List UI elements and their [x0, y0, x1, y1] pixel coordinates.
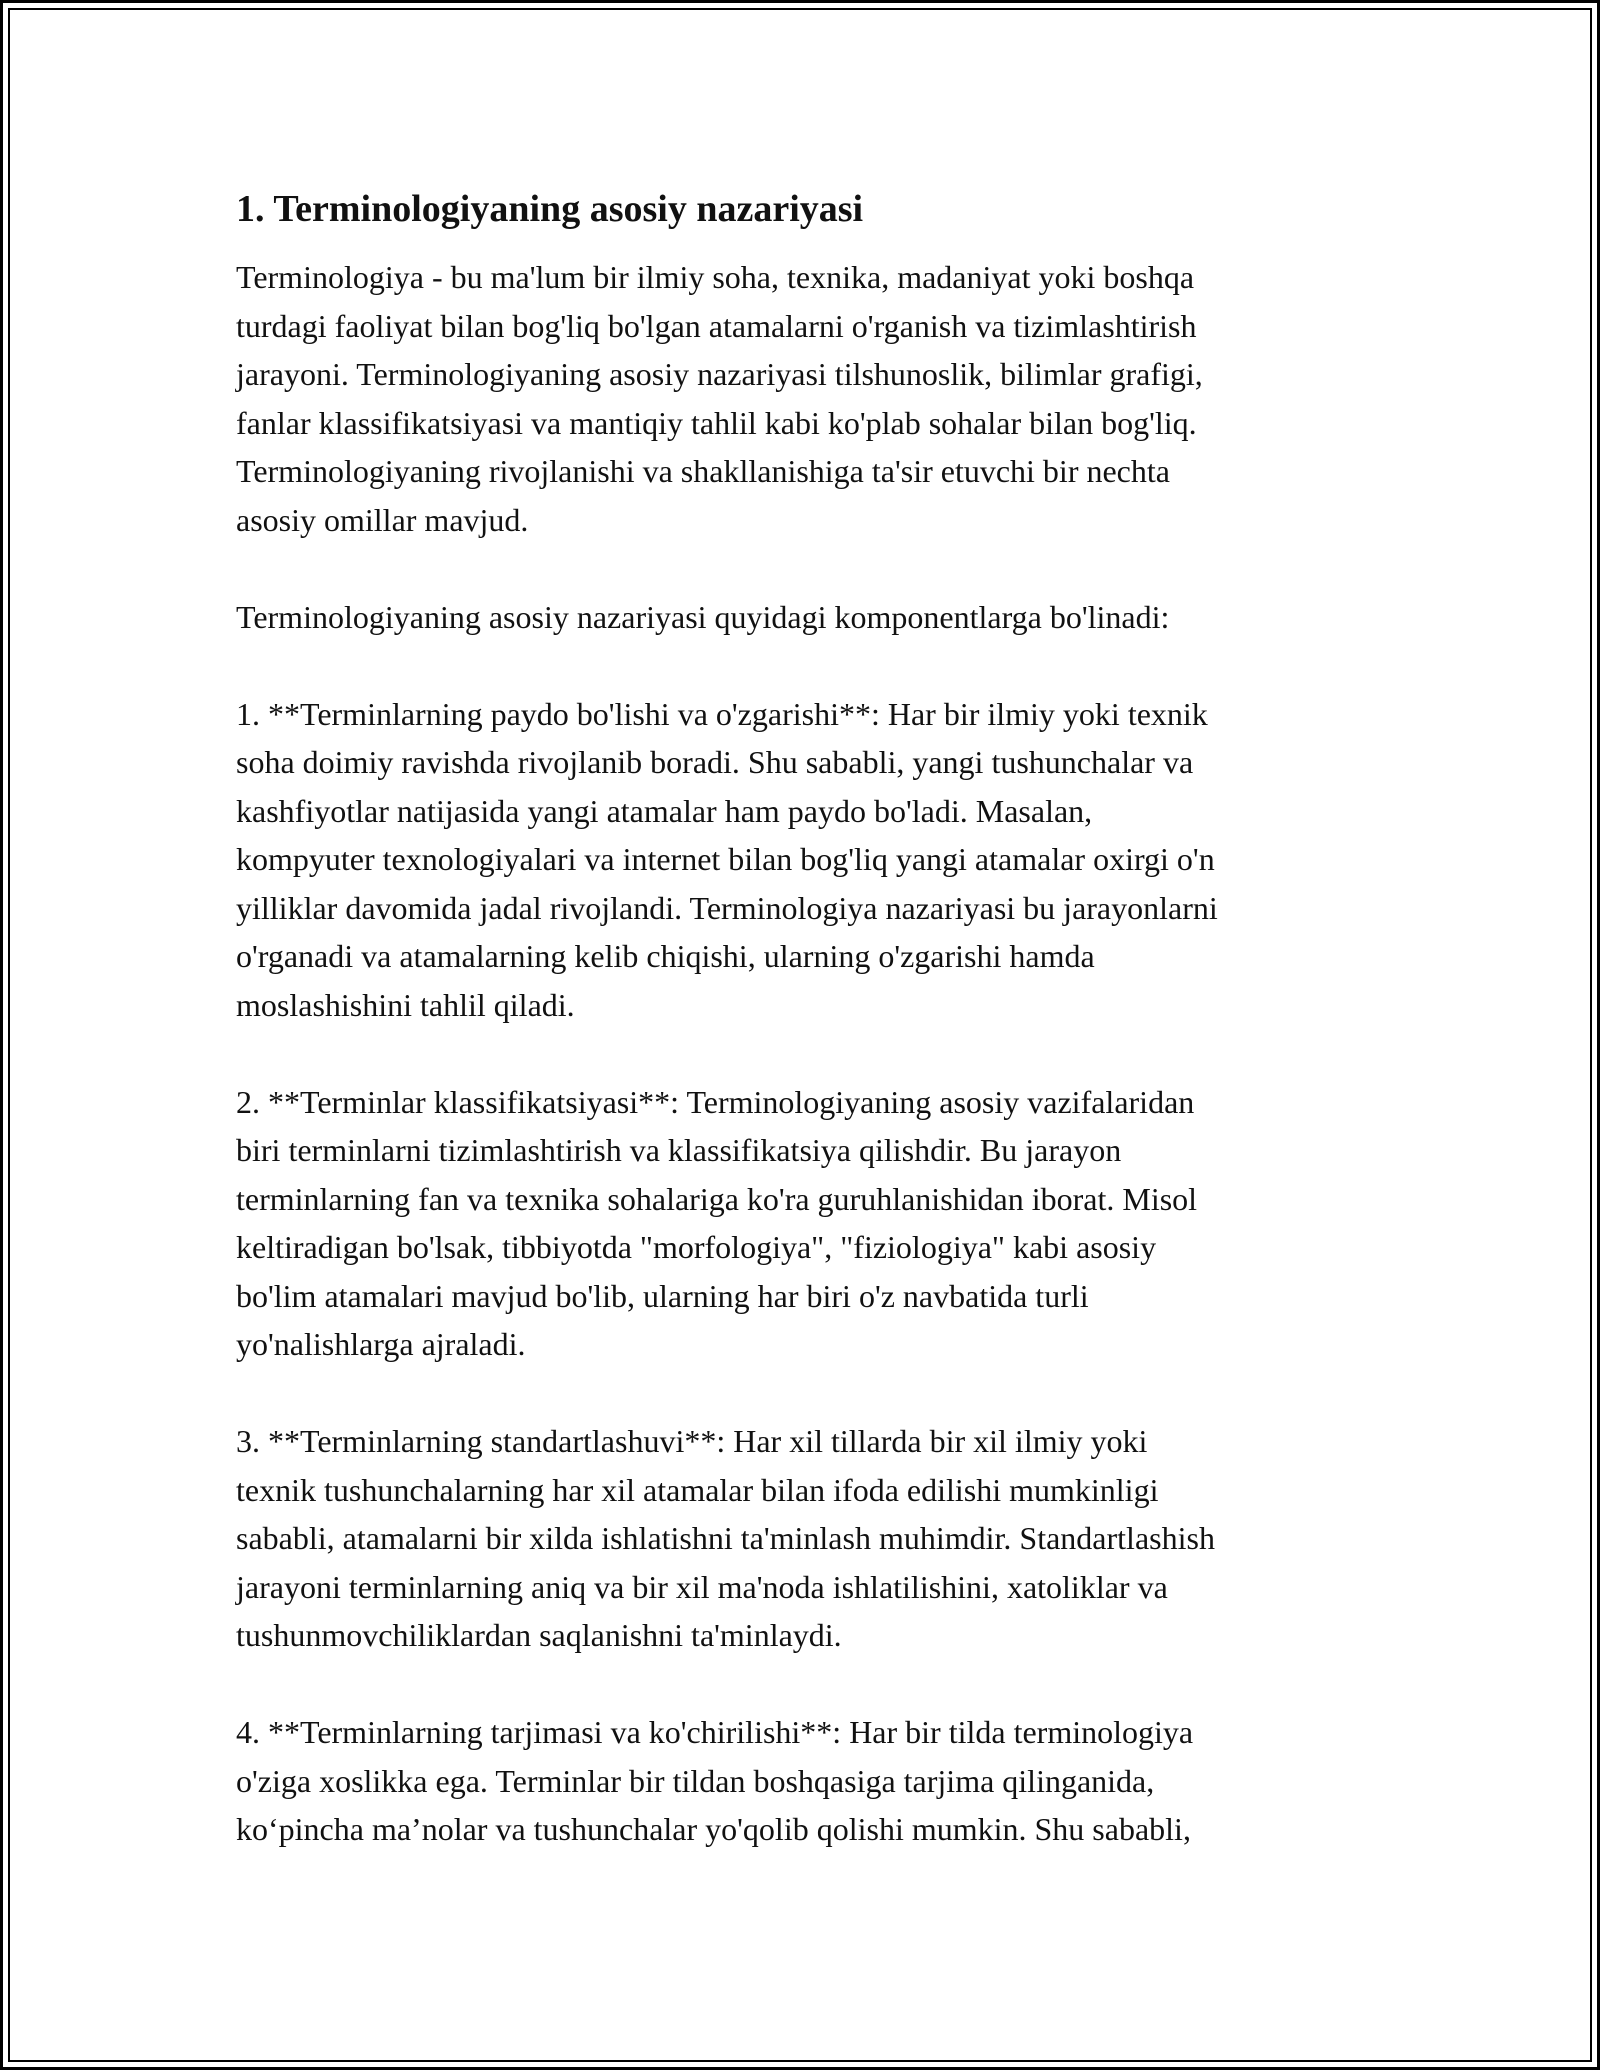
components-intro-paragraph: Terminologiyaning asosiy nazariyasi quyidagi komponentlarga bo'linadi:: [236, 598, 1170, 635]
document-body: [236, 185, 1386, 1902]
intro-paragraph: Terminologiya - bu ma'lum bir ilmiy soha, texnika, madaniyat yoki boshqa turdagi faoliyat bilan bog'liq bo'lgan atamalarni o'rganish va tizimlashtirish jarayoni. Terminologiyaning asosiy nazariyasi tilshunoslik, bilimlar grafigi, fanlar klassifikatsiyasi va mantiqiy tahlil kabi ko'plab sohalar bilan bog'liq. Terminologiyaning rivojlanishi va shakllanishiga ta'sir etuvchi bir nechta asosiy omillar mavjud.: [236, 259, 1203, 538]
list-item-3-paragraph: 3. **Terminlarning standartlashuvi**: Har xil tillarda bir xil ilmiy yoki texnik tushunchalarning har xil atamalar bilan ifoda edilishi mumkinligi sababli, atamalarni bir xilda ishlatishni ta'minlash muhimdir. Standartlashish jarayoni terminlarning aniq va bir xil ma'noda ishlatilishini, xatoliklar va tushunmovchiliklardan saqlanishni ta'minlaydi.: [236, 1423, 1215, 1653]
section-heading: 1. Terminologiyaning asosiy nazariyasi: [236, 188, 864, 230]
list-item-4-paragraph: 4. **Terminlarning tarjimasi va ko'chirilishi**: Har bir tilda terminologiya o'ziga xoslikka ega. Terminlar bir tildan boshqasiga tarjima qilinganida, ko‘pincha ma’nolar va tushunchalar yo'qolib qolishi mumkin. Shu sababli,: [236, 1714, 1194, 1847]
list-item-2-paragraph: 2. **Terminlar klassifikatsiyasi**: Terminologiyaning asosiy vazifalaridan biri terminlarni tizimlashtirish va klassifikatsiya qilishdir. Bu jarayon terminlarning fan va texnika sohalariga ko'ra guruhlanishidan iborat. Misol keltiradigan bo'lsak, tibbiyotda "morfologiya", "fiziologiya" kabi asosiy bo'lim atamalari mavjud bo'lib, ularning har biri o'z navbatida turli yo'nalishlarga ajraladi.: [236, 1083, 1198, 1362]
list-item-1-paragraph: 1. **Terminlarning paydo bo'lishi va o'zgarishi**: Har bir ilmiy yoki texnik soha doimiy ravishda rivojlanib boradi. Shu sababli, yangi tushunchalar va kashfiyotlar natijasida yangi atamalar ham paydo bo'ladi. Masalan, kompyuter texnologiyalari va internet bilan bog'liq yangi atamalar oxirgi o'n yilliklar davomida jadal rivojlandi. Terminologiya nazariyasi bu jarayonlarni o'rganadi va atamalarning kelib chiqishi, ularning o'zgarishi hamda moslashishini tahlil qiladi.: [236, 695, 1218, 1023]
